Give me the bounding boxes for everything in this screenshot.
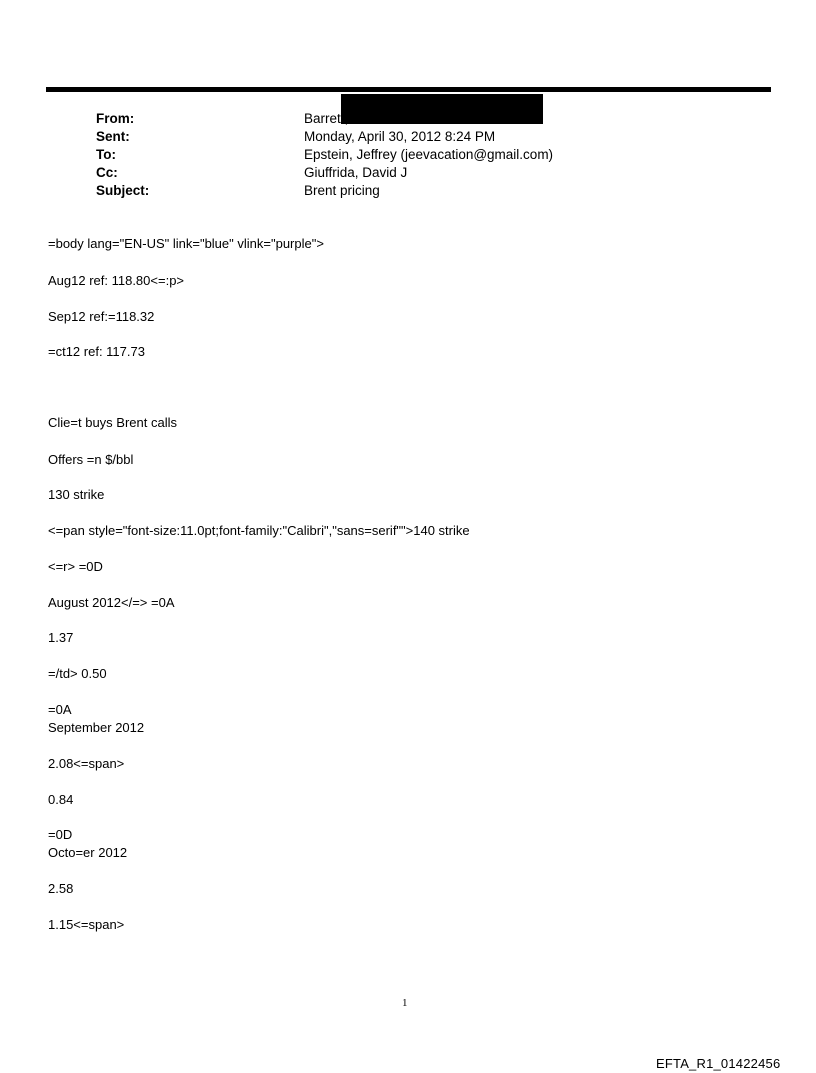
body-line: =0D xyxy=(48,827,73,842)
body-line: 2.58 xyxy=(48,881,74,896)
body-line: 0.84 xyxy=(48,792,74,807)
subject-label: Subject: xyxy=(96,183,150,198)
page-number: 1 xyxy=(402,997,408,1009)
body-line: 2.08<=span> xyxy=(48,756,125,771)
cc-value: Giuffrida, David J xyxy=(304,165,408,180)
sent-value: Monday, April 30, 2012 8:24 PM xyxy=(304,129,496,144)
body-line: 130 strike xyxy=(48,487,105,502)
cc-label: Cc: xyxy=(96,165,118,180)
from-label: From: xyxy=(96,111,135,126)
subject-value: Brent pricing xyxy=(304,183,380,198)
body-line: Offers =n $/bbl xyxy=(48,452,134,467)
body-line: Aug12 ref: 118.80<=:p> xyxy=(48,273,185,288)
sent-label: Sent: xyxy=(96,129,130,144)
body-line: =/td> 0.50 xyxy=(48,666,107,681)
header-rule xyxy=(46,87,771,92)
body-line: 1.15<=span> xyxy=(48,917,125,932)
from-value: Barrett, Paul S xyxy=(304,111,392,126)
body-line: Clie=t buys Brent calls xyxy=(48,415,177,430)
body-line: September 2012 xyxy=(48,720,145,735)
bates-number: EFTA_R1_01422456 xyxy=(656,1056,781,1071)
body-line: Octo=er 2012 xyxy=(48,845,128,860)
body-line: 1.37 xyxy=(48,630,74,645)
body-line: =0A xyxy=(48,702,72,717)
body-line: <=pan style="font-size:11.0pt;font-family:"Calibri","sans=serif"">140 strike xyxy=(48,523,470,538)
body-line: =ct12 ref: 117.73 xyxy=(48,344,145,359)
body-line: August 2012</=> =0A xyxy=(48,595,175,610)
to-value: Epstein, Jeffrey (jeevacation@gmail.com) xyxy=(304,147,554,162)
body-line: <=r> =0D xyxy=(48,559,103,574)
to-label: To: xyxy=(96,147,116,162)
body-line: Sep12 ref:=118.32 xyxy=(48,309,155,324)
body-line: =body lang="EN-US" link="blue" vlink="purple"> xyxy=(48,236,324,251)
